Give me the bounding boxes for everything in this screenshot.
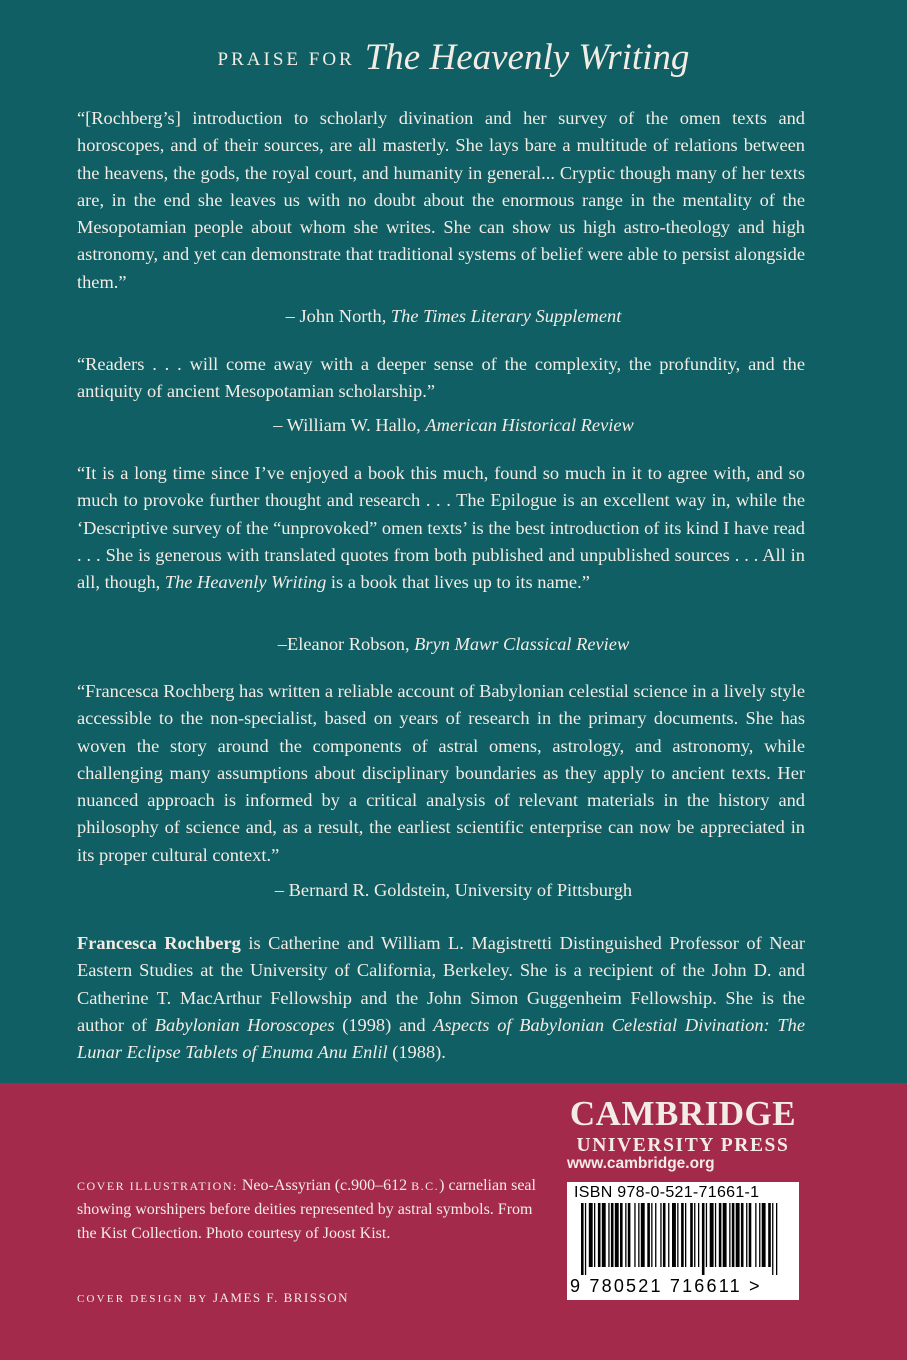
barcode-bar xyxy=(611,1203,614,1267)
barcode-bar xyxy=(638,1203,639,1267)
barcode-bar xyxy=(672,1203,676,1267)
barcode-bar xyxy=(762,1203,766,1267)
source-bmcr: Bryn Mawr Classical Review xyxy=(414,634,630,654)
barcode-bar xyxy=(625,1203,626,1267)
barcode-bar xyxy=(581,1203,584,1275)
barcode-bar xyxy=(647,1203,650,1267)
attribution-hallo: – William W. Hallo, American Historical Review xyxy=(273,415,634,435)
barcode-bar xyxy=(702,1203,705,1275)
barcode-bar xyxy=(755,1203,756,1267)
isbn-label: ISBN 978-0-521-71661-1 xyxy=(574,1184,760,1201)
barcode-bar xyxy=(706,1203,707,1267)
barcode-bar xyxy=(741,1203,744,1267)
publisher-subname: UNIVERSITY PRESS xyxy=(576,1135,790,1156)
barcode-bar xyxy=(719,1203,722,1267)
barcode-bar xyxy=(655,1203,656,1267)
publisher-logo xyxy=(567,1095,799,1158)
barcode-bar xyxy=(668,1203,669,1267)
barcode-bar xyxy=(768,1203,771,1267)
author-bio: Francesca Rochberg is Catherine and William L. Magistretti Distinguished Professor of Near Eastern Studies at the University of California, Berkeley. She is a recipient of the John D. and Catherine T. MacArthur Fellowship and the John Simon Guggenheim Fellowship. She is the author of Babylonian Horoscopes (1998) and Aspects of Babylonian Celestial Divination: The Lunar Eclipse Tablets of Enuma Anu Enlil (1988). xyxy=(77,933,805,1063)
attribution-robson: –Eleanor Robson, Bryn Mawr Classical Review xyxy=(277,634,630,654)
barcode-bar xyxy=(694,1203,695,1267)
barcode-bar xyxy=(749,1203,752,1267)
barcode-bar xyxy=(677,1203,678,1267)
cover-illustration-credit: COVER ILLUSTRATION: Neo-Assyrian (c.900–612 B.C.) carnelian seal showing worshipers before deities represented by astral symbols. From the Kist Collection. Photo courtesy of Joost Kist. xyxy=(77,1177,536,1243)
barcode-bar xyxy=(732,1203,735,1267)
author-name: Francesca Rochberg xyxy=(77,933,241,953)
barcode-digits: 9 780521 716611 > xyxy=(570,1276,762,1296)
praise-heading xyxy=(0,36,907,79)
barcode-bar xyxy=(660,1203,661,1267)
cover-design-credit: COVER DESIGN BY JAMES F. BRISSON xyxy=(77,1290,349,1305)
attribution-north: – John North, The Times Literary Supplement xyxy=(285,306,622,326)
barcode-bar xyxy=(663,1203,666,1267)
barcode-bar xyxy=(628,1203,631,1267)
barcode-bar xyxy=(759,1203,760,1267)
barcode-bar xyxy=(776,1203,777,1275)
praise-for-label: PRAISE FOR xyxy=(217,49,355,70)
barcode-bars xyxy=(581,1203,781,1275)
barcode-bar xyxy=(698,1203,699,1267)
quote-robson: “It is a long time since I’ve enjoyed a book this much, found so much in it to agree with, and so much to provoke further thought and research . . . The Epilogue is an excellent way in, while the ‘Descriptive survey of the “unprovoked” omen texts’ is the best introduction of its kind I have read . . . She is generous with translated quotes from both published and unpublished sources . . . All in all, though, The Heavenly Writing is a book that lives up to its name.” xyxy=(77,463,805,593)
barcode-bar xyxy=(620,1203,623,1267)
quote-hallo: “Readers . . . will come away with a deeper sense of the complexity, the profundity, and the antiquity of ancient Mesopotamian scholarship.” xyxy=(77,354,805,402)
barcode-bar xyxy=(715,1203,716,1267)
barcode-bar xyxy=(690,1203,693,1267)
publisher-website: www.cambridge.org xyxy=(567,1155,715,1172)
barcode-bar xyxy=(608,1203,609,1267)
quote-book-title: The Heavenly Writing xyxy=(164,572,327,593)
barcode-bar xyxy=(723,1203,727,1267)
barcode-bar xyxy=(772,1203,773,1275)
publisher-name: CAMBRIDGE xyxy=(569,1094,797,1133)
barcode-bar xyxy=(685,1203,686,1267)
barcode-bar xyxy=(594,1203,595,1267)
barcode-bar xyxy=(736,1203,740,1267)
book-title-heading: The Heavenly Writing xyxy=(364,37,690,78)
quote-goldstein: “Francesca Rochberg has written a reliable account of Babylonian celestial science in a lively style accessible to the non-specialist, based on years of research in the primary documents. She has woven the story around the components of astral omens, astrology, and astronomy, while challenging many assumptions about disciplinary boundaries as they apply to ancient texts. Her nuanced approach is informed by a critical analysis of relevant materials in the history and philosophy of science and, as a result, the earliest scientific enterprise can now be appreciated in its proper cultural context.” xyxy=(77,681,805,865)
quote-north: “[Rochberg’s] introduction to scholarly divination and her survey of the omen texts and horoscopes, and of their sources, are all masterly. She lays bare a multitude of relations between the heavens, the gods, the royal court, and humanity in general... Cryptic though many of her texts are, in the end she leaves us with no doubt about the enormous range in the mentality of the Mesopotamian people about whom she writes. She can show us high astro-theology and high astronomy, and yet can demonstrate that traditional systems of belief were able to persist alongside them.” xyxy=(77,108,805,292)
source-ahr: American Historical Review xyxy=(425,415,634,435)
barcode-bar xyxy=(651,1203,652,1267)
barcode-bar xyxy=(729,1203,730,1267)
barcode-bar xyxy=(598,1203,601,1267)
source-tls: The Times Literary Supplement xyxy=(390,306,622,326)
barcode-bar xyxy=(589,1203,593,1267)
barcode-bar xyxy=(681,1203,684,1267)
barcode-bar xyxy=(746,1203,747,1267)
barcode-bar xyxy=(710,1203,714,1267)
barcode-bar xyxy=(585,1203,586,1275)
barcode-bar xyxy=(602,1203,606,1267)
attribution-goldstein: – Bernard R. Goldstein, University of Pittsburgh xyxy=(274,880,633,900)
barcode-bar xyxy=(634,1203,635,1267)
barcode-bar xyxy=(641,1203,645,1267)
barcode-bar xyxy=(615,1203,619,1267)
